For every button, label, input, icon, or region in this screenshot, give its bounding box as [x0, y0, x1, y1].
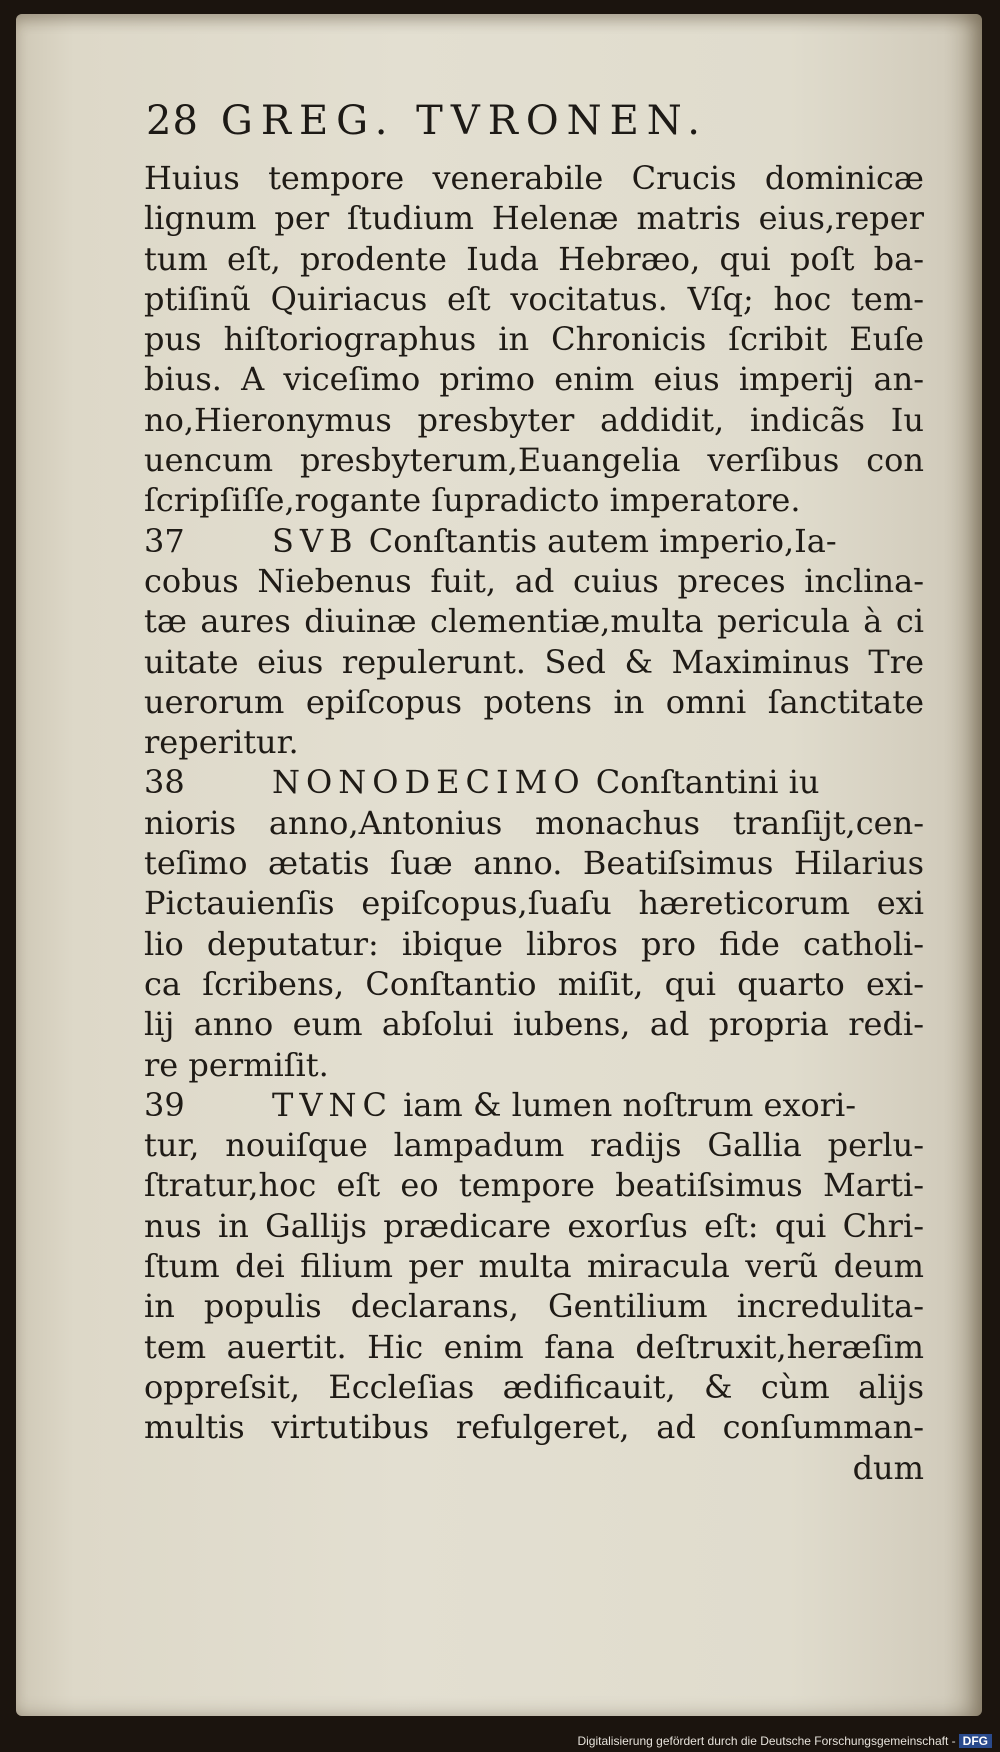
- running-title: GREG. TVRONEN.: [220, 98, 708, 144]
- text-line: Huius tempore venerabile Crucis dominicæ: [144, 159, 924, 197]
- page-number: 28: [146, 98, 199, 144]
- running-header: [146, 98, 708, 144]
- section-number: 38: [144, 763, 185, 802]
- text-line-rest: Conſtantis autem imperio,Ia-: [368, 521, 837, 560]
- section-opening-word: TVNC: [272, 1085, 393, 1124]
- text-line: tæ aures diuinæ clementiæ,multa pericula à ci: [144, 602, 924, 641]
- text-line: ptiſinũ Quiriacus eſt vocitatus. Vſq; hoc tem-: [144, 279, 924, 318]
- dfg-logo: DFG: [959, 1734, 992, 1748]
- text-line: uencum presbyterum,Euangelia verſibus con: [144, 441, 924, 480]
- text-line: ſtratur,hoc eſt eo tempore beatiſsimus Marti-: [144, 1166, 924, 1205]
- section-opening-word: NONODECIMO: [272, 763, 586, 802]
- text-line: lij anno eum abſolui iubens, ad propria redi-: [144, 1005, 924, 1044]
- paragraph-start-37: [144, 521, 924, 561]
- text-line-rest: Conſtantini iu: [595, 763, 820, 802]
- book-page: [16, 14, 982, 1716]
- section-number: 37: [144, 521, 185, 560]
- text-line: nus in Gallijs prædicare exorſus eſt: qui Chri-: [144, 1206, 924, 1245]
- paragraph-start-38: [144, 762, 924, 802]
- text-line: nioris anno,Antonius monachus tranſijt,cen-: [144, 803, 924, 842]
- text-line: multis virtutibus refulgeret, ad conſumman-: [144, 1408, 924, 1447]
- text-line: lio deputatur: ibique libros pro fide catholi-: [144, 924, 924, 963]
- body-text: [144, 158, 924, 1488]
- text-line: Pictauienſis epiſcopus,ſuaſu hæreticorum exi: [144, 884, 924, 923]
- text-line: uerorum epiſcopus potens in omni ſanctitate: [144, 682, 924, 721]
- text-line: no,Hieronymus presbyter addidit, indicãs Iu: [144, 400, 924, 439]
- text-line: bius. A viceſimo primo enim eius imperij an-: [144, 360, 924, 399]
- credit-text: Digitalisierung gefördert durch die Deutsche Forschungsgemeinschaft -: [577, 1734, 956, 1748]
- text-line: uitate eius repulerunt. Sed & Maximinus Tre: [144, 642, 924, 681]
- text-line: ca ſcribens, Conſtantio miſit, qui quarto exi-: [144, 964, 924, 1003]
- text-line: lignum per ſtudium Helenæ matris eius,reper: [144, 199, 924, 238]
- text-line: pus hiſtoriographus in Chronicis ſcribit Euſe: [144, 320, 924, 359]
- text-line: tum eſt, prodente Iuda Hebræo, qui poſt ba-: [144, 239, 924, 278]
- digitization-credit: [577, 1734, 992, 1748]
- text-line: ſcripſiſſe,rogante ſupradicto imperatore.: [144, 481, 801, 520]
- text-line: re permiſit.: [144, 1045, 329, 1084]
- text-line: reperitur.: [144, 723, 299, 762]
- text-line: tur, nouiſque lampadum radijs Gallia perlu-: [144, 1126, 924, 1165]
- text-line: teſimo ætatis ſuæ anno. Beatiſsimus Hilarius: [144, 844, 924, 883]
- catchword: dum: [852, 1448, 924, 1487]
- text-line: in populis declarans, Gentilium incredulita-: [144, 1287, 924, 1326]
- section-opening-word: SVB: [272, 521, 359, 560]
- text-line: ſtum dei filium per multa miracula verũ deum: [144, 1247, 924, 1286]
- section-number: 39: [144, 1085, 185, 1124]
- paragraph-start-39: [144, 1085, 924, 1125]
- text-line: tem auertit. Hic enim fana deſtruxit,heræſim: [144, 1327, 924, 1366]
- text-line-rest: iam & lumen noſtrum exori-: [403, 1085, 857, 1124]
- text-line: cobus Niebenus fuit, ad cuius preces inclina-: [144, 561, 924, 600]
- text-line: oppreſsit, Eccleſias ædificauit, & cùm alijs: [144, 1367, 924, 1406]
